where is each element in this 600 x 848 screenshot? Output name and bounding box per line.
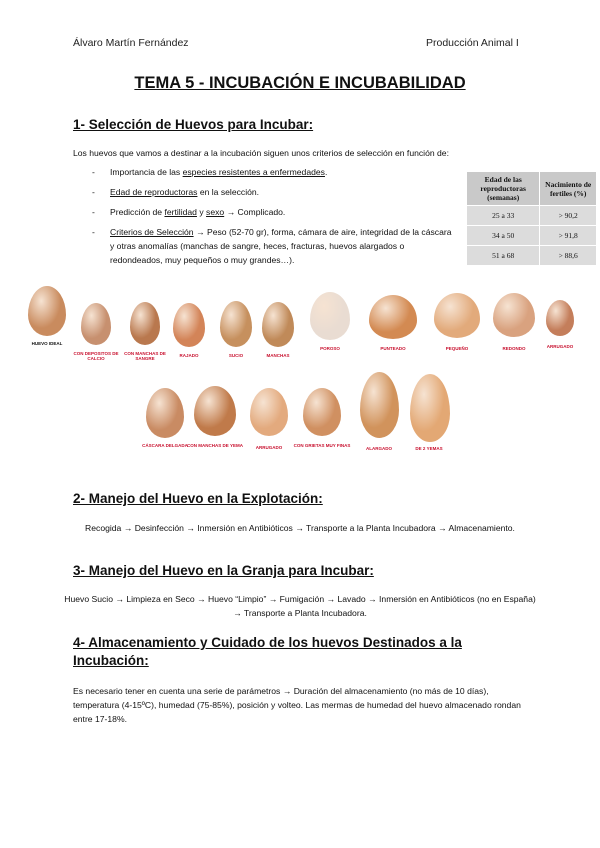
- egg-image: [194, 386, 236, 436]
- egg-label: REDONDO: [502, 346, 526, 351]
- egg-image: [250, 388, 288, 436]
- table-row: 34 a 50 > 91,8: [467, 226, 597, 246]
- egg-image: [220, 301, 252, 347]
- section-1-intro: Los huevos que vamos a destinar a la incubación siguen unos criterios de selección en función de:: [73, 148, 449, 158]
- egg-image: [130, 302, 160, 345]
- list-item: - Edad de reproductoras en la selección.: [92, 185, 457, 199]
- egg-label: CON MANCHAS DE SANGRE: [124, 351, 166, 361]
- egg-image: [146, 388, 184, 438]
- section-2-text: Recogida → Desinfección → Inmersión en Antibióticos → Transporte a la Planta Incubadora → Almacenamiento.: [85, 523, 515, 533]
- table-row: 25 a 33 > 90,2: [467, 206, 597, 226]
- egg-image: [28, 286, 66, 336]
- header-author: Álvaro Martín Fernández: [73, 37, 189, 49]
- egg-label: CON GRIETAS MUY FINAS: [293, 443, 351, 448]
- egg-image: [369, 295, 417, 339]
- egg-image: [410, 374, 450, 442]
- egg-label: CON DEPOSITOS DE CALCIO: [73, 351, 119, 361]
- table-header-pct: Nacimiento de fertiles (%): [540, 172, 597, 206]
- criteria-list: [92, 165, 457, 273]
- egg-label: ALARGADO: [366, 446, 392, 451]
- egg-label: MANCHAS: [266, 353, 290, 358]
- egg-label: RAJADO: [179, 353, 199, 358]
- egg-image: [310, 292, 350, 340]
- section-4-heading: 4- Almacenamiento y Cuidado de los huevos Destinados a la Incubación:: [73, 635, 462, 668]
- egg-label: HUEVO IDEAL: [31, 341, 63, 346]
- list-item: - Criterios de Selección → Peso (52-70 gr), forma, cámara de aire, integridad de la cáscara y otras anomalías (manchas de sangre, heces, fracturas, huevos alargados o redondeados, muy pequeños o muy grandes…).: [92, 225, 457, 267]
- section-3-heading: 3- Manejo del Huevo en la Granja para Incubar:: [73, 563, 374, 578]
- egg-label: SUCIO: [228, 353, 244, 358]
- egg-label: CON MANCHAS DE YEMA: [187, 443, 243, 448]
- egg-image: [434, 293, 480, 338]
- egg-image: [546, 300, 574, 336]
- egg-image: [493, 293, 535, 337]
- header-course: Producción Animal I: [426, 37, 519, 49]
- egg-label: CÁSCARA DELGADA: [142, 443, 188, 448]
- egg-label: POROSO: [320, 346, 340, 351]
- egg-label: ARRUGADO: [255, 445, 283, 450]
- section-4-text: Es necesario tener en cuenta una serie de parámetros → Duración del almacenamiento (no más de 10 días), temperatura (4-15ºC), humedad (75-85%), posición y volteo. Las mermas de humedad del huevo almacenado rondan entre 17-18%.: [73, 686, 521, 724]
- section-3-text: Huevo Sucio → Limpieza en Seco → Huevo “Limpio” → Fumigación → Lavado → Inmersión en Antibióticos (no en España) → Transporte a Planta Incubadora.: [64, 594, 536, 618]
- fertility-table: [466, 171, 597, 266]
- egg-image: [262, 302, 294, 347]
- section-2-heading: 2- Manejo del Huevo en la Explotación:: [73, 491, 323, 506]
- egg-label: PUNTEADO: [380, 346, 406, 351]
- list-item: - Predicción de fertilidad y sexo → Complicado.: [92, 205, 457, 219]
- egg-label: ARRUGADO: [546, 344, 574, 349]
- egg-image: [81, 303, 111, 345]
- page-title: TEMA 5 - INCUBACIÓN E INCUBABILIDAD: [134, 74, 466, 92]
- section-1-heading: 1- Selección de Huevos para Incubar:: [73, 117, 314, 132]
- egg-label: DE 2 YEMAS: [415, 446, 443, 451]
- table-header-age: Edad de las reproductoras (semanas): [467, 172, 540, 206]
- egg-image: [303, 388, 341, 436]
- list-item: - Importancia de las especies resistentes a enfermedades.: [92, 165, 457, 179]
- egg-label: PEQUEÑO: [445, 346, 469, 351]
- egg-image: [173, 303, 205, 347]
- table-row: 51 a 68 > 88,6: [467, 246, 597, 266]
- egg-image: [360, 372, 399, 438]
